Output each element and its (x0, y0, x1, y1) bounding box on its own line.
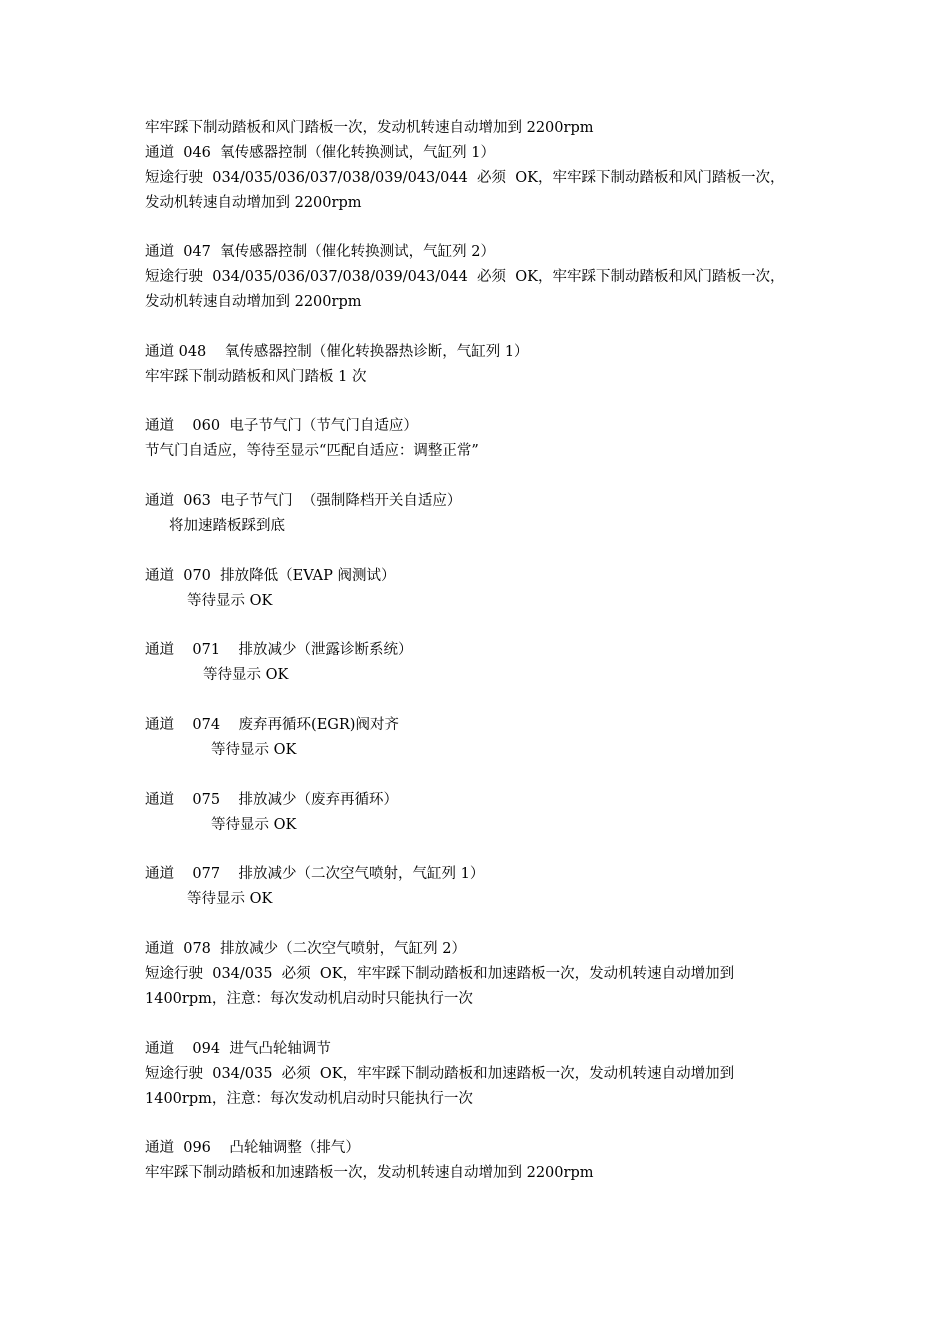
text-line: 等待显示 OK (187, 593, 273, 609)
text-line: 牢牢踩下制动踏板和风门踏板一次，发动机转速自动增加到 2200rpm (145, 120, 594, 136)
text-line: 发动机转速自动增加到 2200rpm (145, 195, 362, 211)
text-line: 牢牢踩下制动踏板和加速踏板一次，发动机转速自动增加到 2200rpm (145, 1165, 594, 1181)
channel-heading: 通道 071 排放减少（泄露诊断系统） (145, 642, 413, 658)
text-line: 短途行驶 034/035/036/037/038/039/043/044 必须 OK，牢牢踩下制动踏板和风门踏板一次， (145, 269, 785, 285)
channel-heading: 通道 063 电子节气门 （强制降档开关自适应） (145, 493, 462, 509)
text-line: 发动机转速自动增加到 2200rpm (145, 294, 362, 310)
text-line: 等待显示 OK (203, 667, 289, 683)
text-line: 短途行驶 034/035/036/037/038/039/043/044 必须 OK，牢牢踩下制动踏板和风门踏板一次， (145, 170, 785, 186)
text-line: 将加速踏板踩到底 (169, 518, 285, 534)
text-line: 短途行驶 034/035 必须 OK，牢牢踩下制动踏板和加速踏板一次，发动机转速自动增加到 (145, 966, 735, 982)
channel-heading: 通道 048 氧传感器控制（催化转换器热诊断，气缸列 1） (145, 344, 529, 360)
channel-heading: 通道 070 排放降低（EVAP 阀测试） (145, 568, 396, 584)
channel-heading: 通道 077 排放减少（二次空气喷射，气缸列 1） (145, 866, 485, 882)
channel-heading: 通道 096 凸轮轴调整（排气） (145, 1140, 360, 1156)
channel-heading: 通道 047 氧传感器控制（催化转换测试，气缸列 2） (145, 244, 495, 260)
text-line: 等待显示 OK (211, 817, 297, 833)
channel-heading: 通道 060 电子节气门（节气门自适应） (145, 418, 418, 434)
text-line: 节气门自适应，等待至显示“匹配自适应：调整正常” (145, 443, 479, 459)
channel-heading: 通道 078 排放减少（二次空气喷射，气缸列 2） (145, 941, 466, 957)
channel-heading: 通道 046 氧传感器控制（催化转换测试，气缸列 1） (145, 145, 495, 161)
channel-heading: 通道 074 废弃再循环(EGR)阀对齐 (145, 717, 399, 733)
text-line: 等待显示 OK (211, 742, 297, 758)
text-line: 牢牢踩下制动踏板和风门踏板 1 次 (145, 369, 367, 385)
channel-heading: 通道 094 进气凸轮轴调节 (145, 1041, 331, 1057)
text-line: 1400rpm，注意：每次发动机启动时只能执行一次 (145, 1091, 473, 1107)
text-line: 短途行驶 034/035 必须 OK，牢牢踩下制动踏板和加速踏板一次，发动机转速自动增加到 (145, 1066, 735, 1082)
text-line: 等待显示 OK (187, 891, 273, 907)
text-line: 1400rpm，注意：每次发动机启动时只能执行一次 (145, 991, 473, 1007)
channel-heading: 通道 075 排放减少（废弃再循环） (145, 792, 399, 808)
